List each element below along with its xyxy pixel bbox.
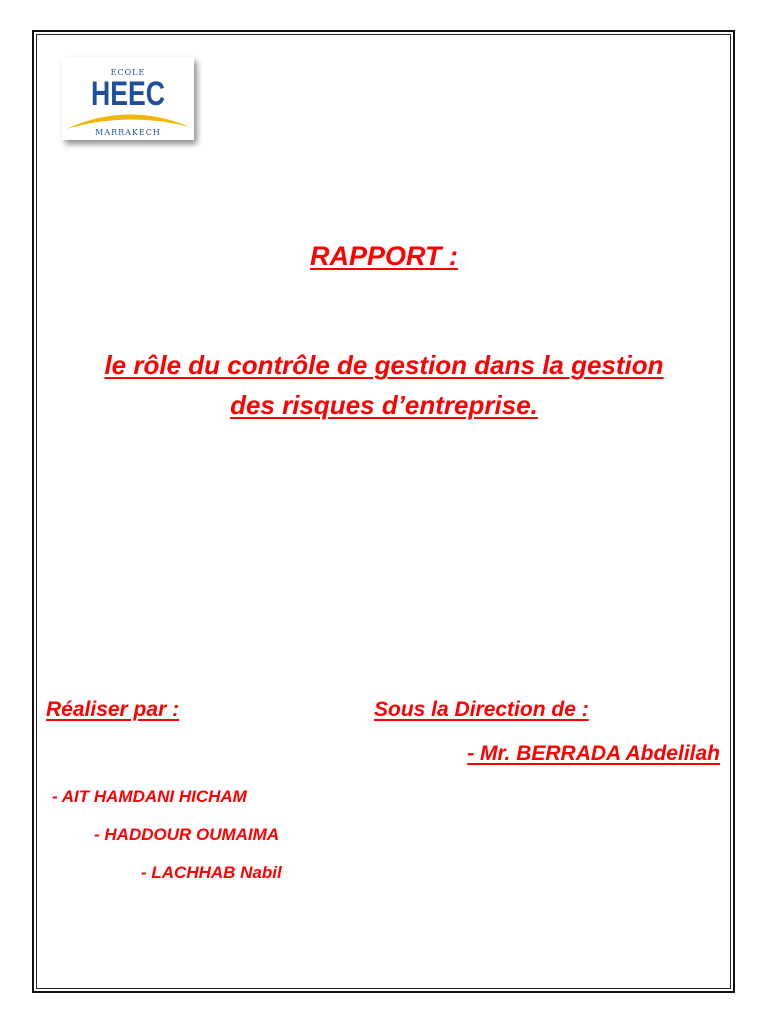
- supervisor-name: - Mr. BERRADA Abdelilah: [467, 742, 720, 765]
- authors-label: Réaliser par :: [46, 698, 180, 721]
- logo-swoosh-icon: [66, 114, 190, 129]
- author-member-3: - LACHHAB Nabil: [141, 863, 282, 882]
- author-member-1: - AIT HAMDANI HICHAM: [52, 787, 247, 806]
- subtitle-line-2: des risques d’entreprise.: [230, 390, 538, 420]
- report-title: RAPPORT :: [309, 241, 458, 271]
- heec-logo-graphic: [62, 57, 194, 140]
- logo-main-text: HEEC: [91, 75, 165, 113]
- logo-bottom-text: MARRAKECH: [95, 128, 161, 137]
- author-member-2: - HADDOUR OUMAIMA: [94, 825, 280, 844]
- school-logo: [62, 57, 194, 140]
- subtitle-line-1: le rôle du contrôle de gestion dans la gestion: [104, 350, 664, 380]
- page-border-inner: [36, 34, 731, 989]
- report-subtitle: [50, 345, 718, 425]
- logo-top-text: ECOLE: [110, 68, 146, 77]
- supervision-label: Sous la Direction de :: [374, 698, 589, 721]
